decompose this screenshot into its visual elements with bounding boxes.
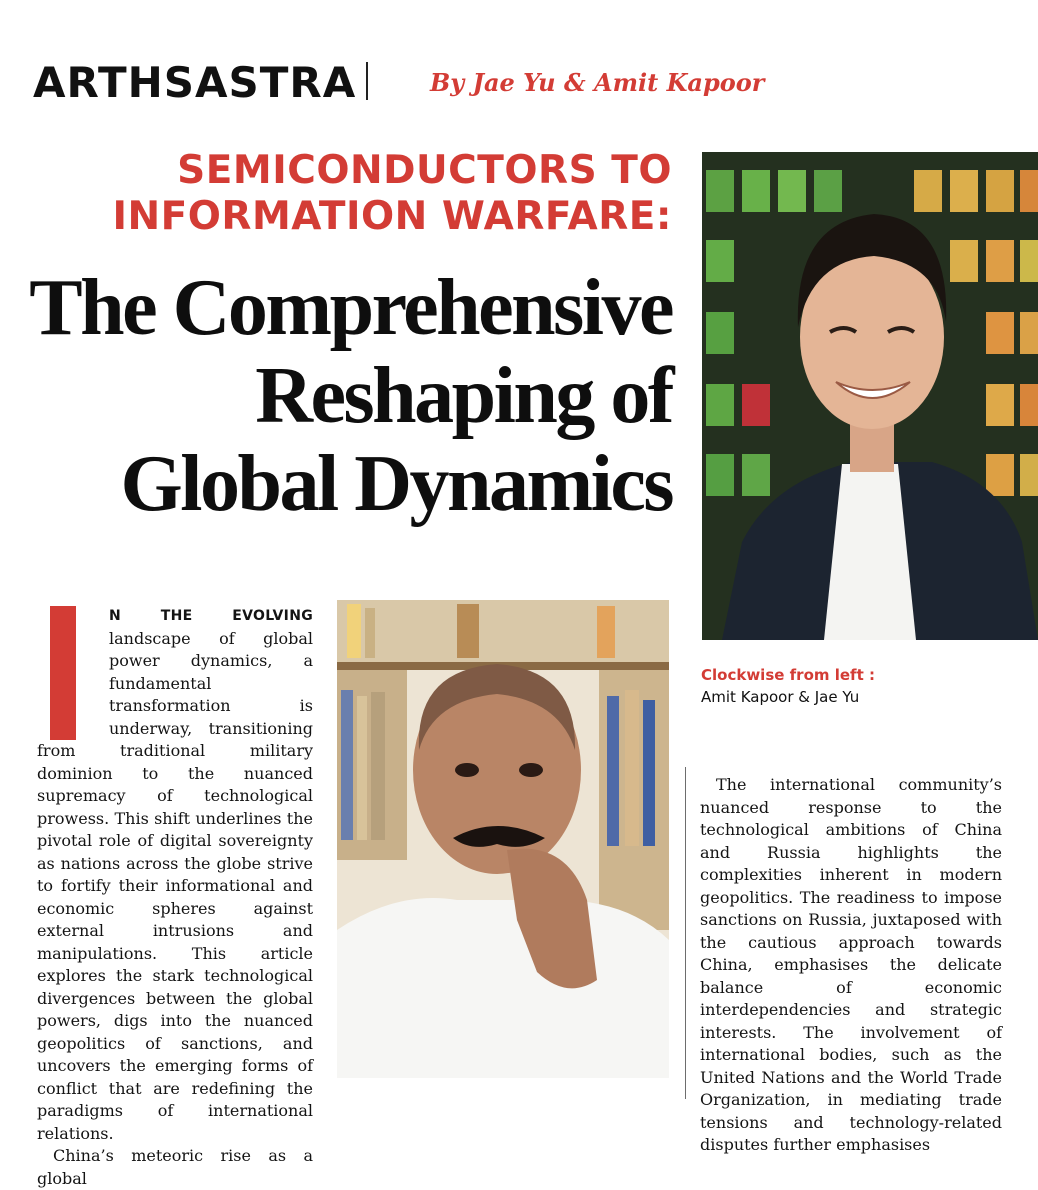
portrait-photo-amit-kapoor xyxy=(337,600,669,1078)
byline: By Jae Yu & Amit Kapoor xyxy=(430,68,765,97)
article-column-right xyxy=(700,774,1002,1157)
kicker-line: INFORMATION WARFARE: xyxy=(112,194,672,239)
article-paragraph: The international community’s nuanced response to the technological ambitions of China and Russia highlights the complexities inherent in modern geopolitics. The readiness to impose sanctions on Russia, juxtaposed with the cautious approach towards China, emphasises the delicate balance of economic interdependencies and strategic interests. The involvement of international bodies, such as the United Nations and the World Trade Organization, in mediating trade tensions and technology-related disputes further emphasises xyxy=(700,775,1002,1154)
photo-caption-names: Amit Kapoor & Jae Yu xyxy=(701,688,860,706)
portrait-illustration xyxy=(337,600,669,1078)
headline-line: Global Dynamics xyxy=(120,440,672,528)
article-column-left xyxy=(37,604,313,1190)
headline xyxy=(20,264,672,528)
portrait-illustration xyxy=(702,152,1038,640)
headline-line: Reshaping of xyxy=(255,352,672,440)
kicker xyxy=(40,148,672,240)
paragraph-text: landscape of global power dynamics, a fundamental transformation is underway, transitioning from traditional military dominion to the nuanced supremacy of technological prowess. This shift underlines the pivotal role of digital sovereignty as nations across the globe strive to fortify their informational and economic spheres against external intrusions and manipulations. This article explores the stark technological divergences between the global powers, digs into the nuanced geopolitics of sanctions, and uncovers the emerging forms of conflict that are redefining the paradigms of international relations. xyxy=(37,628,313,1143)
portrait-photo-jae-yu xyxy=(702,152,1038,640)
headline-line: The Comprehensive xyxy=(29,264,672,352)
drop-cap-space xyxy=(37,604,109,736)
photo-caption-label: Clockwise from left : xyxy=(701,666,875,684)
lead-in: N THE EVOLVING xyxy=(109,608,313,624)
header-divider xyxy=(366,62,368,100)
section-title: ARTHSASTRA xyxy=(33,58,357,107)
column-divider xyxy=(685,767,686,1099)
article-paragraph xyxy=(37,604,313,1145)
article-paragraph: China’s meteoric rise as a global xyxy=(37,1146,313,1188)
kicker-line: SEMICONDUCTORS TO xyxy=(177,148,672,193)
